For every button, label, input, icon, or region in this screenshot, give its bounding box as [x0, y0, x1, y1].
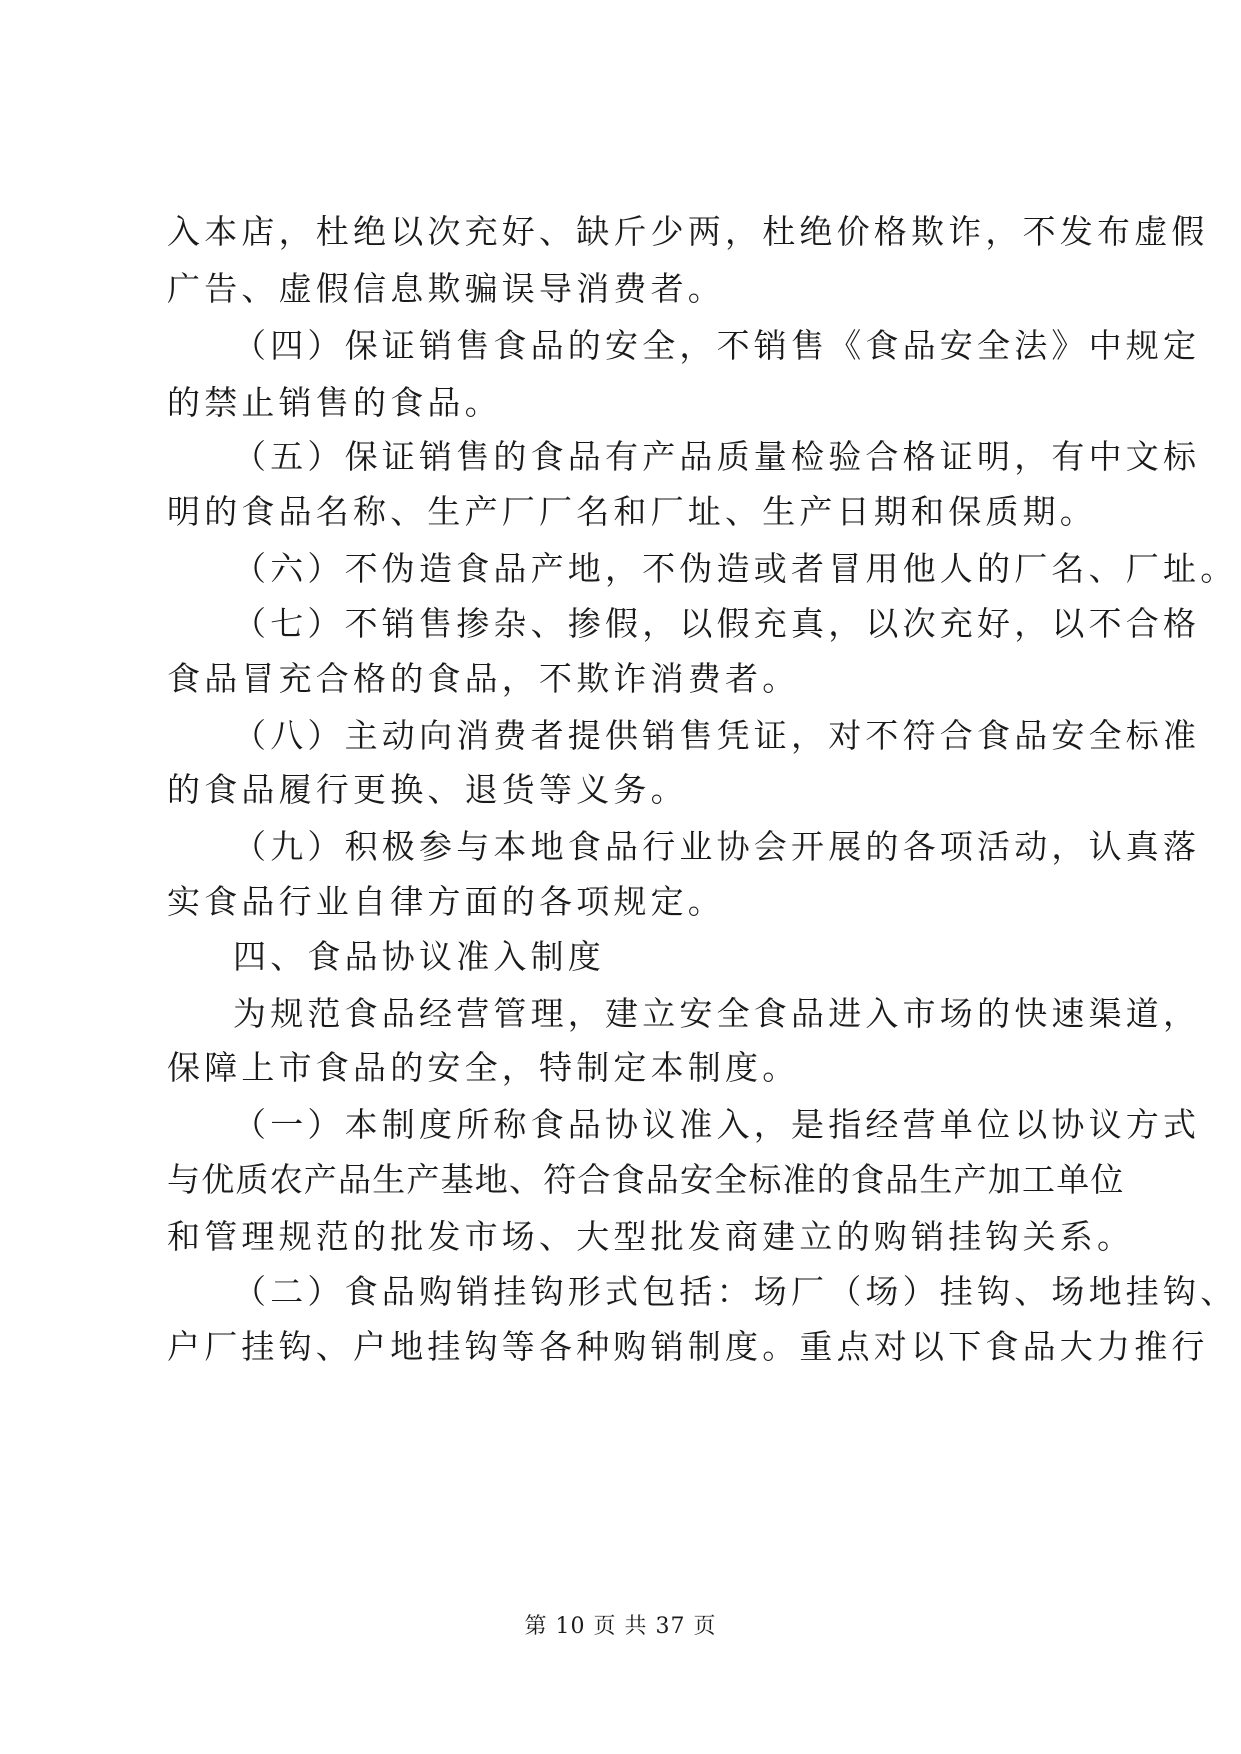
body-line: 明的食品名称、生产厂厂名和厂址、生产日期和保质期。: [167, 492, 1097, 531]
clause-7-line: （七）不销售掺杂、掺假，以假充真，以次充好，以不合格: [233, 604, 1201, 643]
body-line: 实食品行业自律方面的各项规定。: [167, 882, 725, 921]
clause-8-line: （八）主动向消费者提供销售凭证，对不符合食品安全标准: [233, 716, 1201, 755]
body-line: 和管理规范的批发市场、大型批发商建立的购销挂钩关系。: [167, 1217, 1135, 1256]
clause-4-line: （四）保证销售食品的安全，不销售《食品安全法》中规定: [233, 326, 1201, 365]
body-line: 户厂挂钩、户地挂钩等各种购销制度。重点对以下食品大力推行: [167, 1327, 1209, 1366]
body-line: 广告、虚假信息欺骗误导消费者。: [167, 269, 725, 308]
body-line: 入本店，杜绝以次充好、缺斤少两，杜绝价格欺诈，不发布虚假: [167, 212, 1209, 251]
section-heading: 四、食品协议准入制度: [233, 937, 605, 976]
body-line: 的禁止销售的食品。: [167, 383, 502, 422]
clause-1-line: （一）本制度所称食品协议准入，是指经营单位以协议方式: [233, 1105, 1201, 1144]
page-footer: 第 10 页 共 37 页: [524, 1614, 717, 1639]
body-line: 与优质农产品生产基地、符合食品安全标准的食品生产加工单位: [167, 1160, 1125, 1199]
body-line: 保障上市食品的安全，特制定本制度。: [167, 1048, 800, 1087]
clause-5-line: （五）保证销售的食品有产品质量检验合格证明，有中文标: [233, 437, 1201, 476]
body-line: 食品冒充合格的食品，不欺诈消费者。: [167, 659, 800, 698]
body-line: 的食品履行更换、退货等义务。: [167, 770, 688, 809]
body-line: 为规范食品经营管理，建立安全食品进入市场的快速渠道，: [233, 994, 1201, 1033]
clause-6-line: （六）不伪造食品产地，不伪造或者冒用他人的厂名、厂址。: [233, 549, 1238, 588]
clause-9-line: （九）积极参与本地食品行业协会开展的各项活动，认真落: [233, 827, 1201, 866]
clause-2-line: （二）食品购销挂钩形式包括：场厂（场）挂钩、场地挂钩、: [233, 1272, 1238, 1311]
